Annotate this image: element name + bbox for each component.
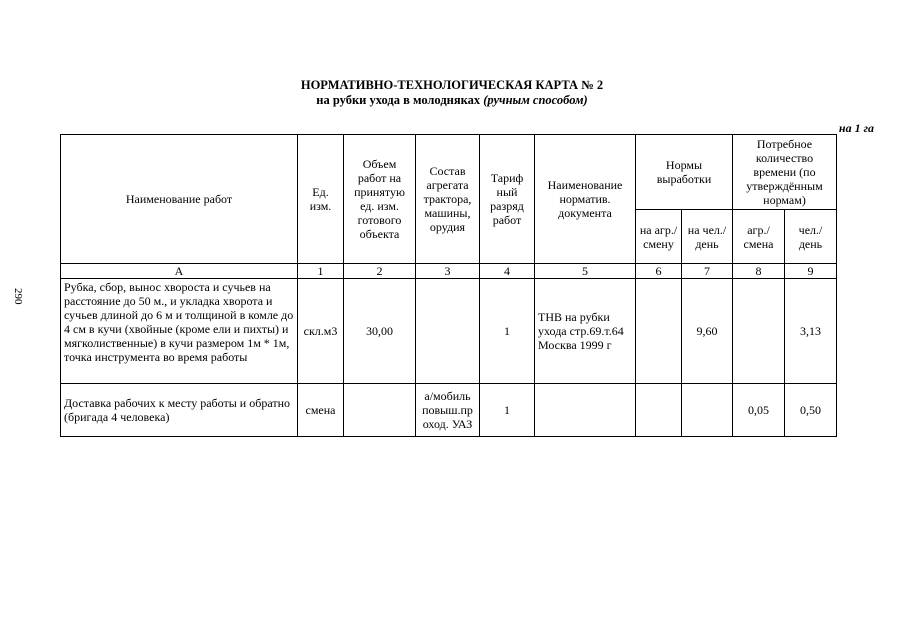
tariff-cell: 1 xyxy=(480,384,535,437)
time-day-cell: 0,50 xyxy=(785,384,837,437)
document-title xyxy=(0,78,904,108)
work-cell: Рубка, сбор, вынос хвороста и сучьев на расстояние до 50 м., и укладка хворота и сучьев длиной до 6 м и толщиной в комле до 4 см в кучи (хвойные (кроме ели и пихты) и мягколиственные) в кучи размером 1м * 1м, точка инструмента во время работы xyxy=(61,279,298,384)
title-line-2-main: на рубки ухода в молодняках xyxy=(316,93,484,107)
volume-cell: 30,00 xyxy=(344,279,416,384)
index-cell: А xyxy=(61,264,298,279)
index-cell: 6 xyxy=(636,264,682,279)
index-cell: 4 xyxy=(480,264,535,279)
norm-day-cell: 9,60 xyxy=(682,279,733,384)
index-cell: 5 xyxy=(535,264,636,279)
index-cell: 8 xyxy=(733,264,785,279)
work-cell: Доставка рабочих к месту работы и обратно (бригада 4 человека) xyxy=(61,384,298,437)
header-time-shift: агр./ смена xyxy=(733,210,785,264)
header-time-day: чел./ день xyxy=(785,210,837,264)
volume-cell xyxy=(344,384,416,437)
norm-shift-cell xyxy=(636,384,682,437)
index-cell: 7 xyxy=(682,264,733,279)
unit-cell: смена xyxy=(298,384,344,437)
norm-table xyxy=(60,134,837,437)
time-shift-cell xyxy=(733,279,785,384)
page-number: 290 xyxy=(12,288,24,305)
header-unit: Ед. изм. xyxy=(298,135,344,264)
table-row xyxy=(61,279,837,384)
index-cell: 3 xyxy=(416,264,480,279)
norm-shift-cell xyxy=(636,279,682,384)
header-composition: Состав агрегата трактора, машины, орудия xyxy=(416,135,480,264)
header-volume: Объем работ на принятую ед. изм. готового объекта xyxy=(344,135,416,264)
title-line-2-italic: (ручным способом) xyxy=(483,93,588,107)
unit-note: на 1 га xyxy=(838,121,874,135)
composition-cell xyxy=(416,279,480,384)
index-cell: 9 xyxy=(785,264,837,279)
index-cell: 2 xyxy=(344,264,416,279)
norm-day-cell xyxy=(682,384,733,437)
header-tariff: Тариф ный разряд работ xyxy=(480,135,535,264)
unit-cell: скл.м3 xyxy=(298,279,344,384)
header-work-name: Наименование работ xyxy=(61,135,298,264)
header-norms-group: Нормы выработки xyxy=(636,135,733,210)
header-norm-doc: Наименование норматив. документа xyxy=(535,135,636,264)
index-cell: 1 xyxy=(298,264,344,279)
index-row xyxy=(61,264,837,279)
norm-doc-cell xyxy=(535,384,636,437)
composition-cell: а/мобиль повыш.пр оход. УАЗ xyxy=(416,384,480,437)
table-row xyxy=(61,384,837,437)
header-norms-per-day: на чел./ день xyxy=(682,210,733,264)
time-day-cell: 3,13 xyxy=(785,279,837,384)
norm-doc-cell: ТНВ на рубки ухода стр.69.т.64 Москва 1999 г xyxy=(535,279,636,384)
header-row-1 xyxy=(61,135,837,210)
title-line-2 xyxy=(0,93,904,108)
header-norms-per-shift: на агр./ смену xyxy=(636,210,682,264)
header-time-group: Потребное количество времени (по утверждённым нормам) xyxy=(733,135,837,210)
tariff-cell: 1 xyxy=(480,279,535,384)
title-line-1: НОРМАТИВНО-ТЕХНОЛОГИЧЕСКАЯ КАРТА № 2 xyxy=(300,78,604,92)
time-shift-cell: 0,05 xyxy=(733,384,785,437)
